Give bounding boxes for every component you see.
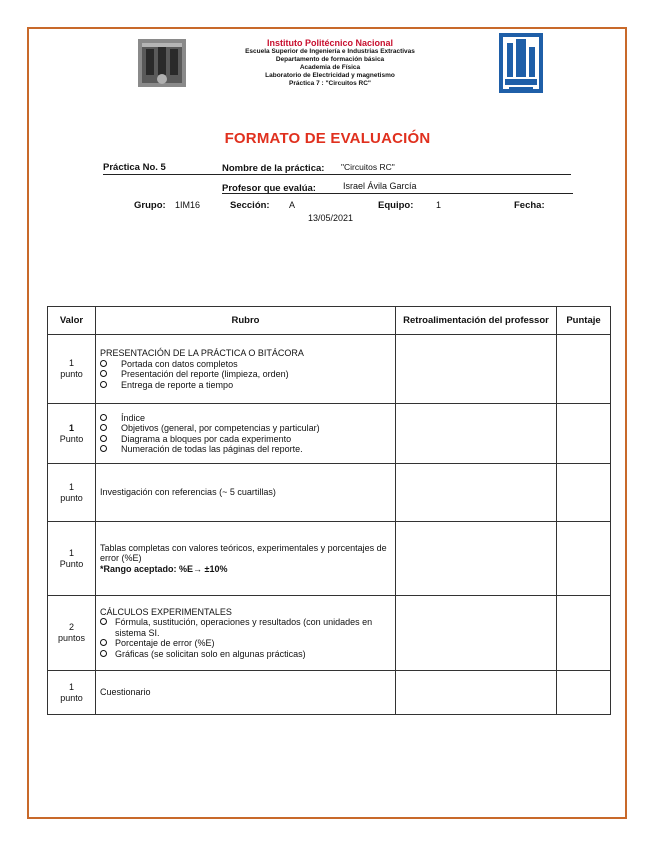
header-line-practice: Práctica 7 : "Circuitos RC" (288, 80, 372, 87)
practice-number: Práctica No. 5 (103, 162, 166, 173)
underline-1 (103, 174, 571, 175)
table-row (48, 596, 611, 671)
team-value: 1 (436, 200, 442, 210)
bullet-icon (100, 445, 107, 452)
header-retro: Retroalimentación del professor (396, 307, 557, 335)
professor-label: Profesor que evalúa: (222, 183, 316, 194)
valor-cell (48, 464, 96, 522)
score-cell[interactable] (557, 522, 611, 596)
rubro-cell (96, 464, 396, 522)
bullet-icon (100, 360, 107, 367)
rubro-cell (96, 596, 396, 671)
table-row (48, 522, 611, 596)
list-item: Fórmula, sustitución, operaciones y resultados (con unidades en sistema SI. (100, 617, 391, 638)
table-header-row (48, 307, 611, 335)
ipn-logo (136, 37, 188, 89)
rubro-text: Cuestionario (100, 687, 151, 698)
rubro-heading: PRESENTACIÓN DE LA PRÁCTICA O BITÁCORA (100, 348, 304, 358)
valor-unit: Punto (59, 433, 84, 444)
feedback-cell[interactable] (396, 671, 557, 715)
date-value: 13/05/2021 (308, 213, 354, 223)
bullet-icon (100, 424, 107, 431)
header-puntaje: Puntaje (557, 307, 611, 335)
list-item: Portada con datos completos (100, 359, 391, 370)
bullet-icon (100, 650, 107, 657)
rubro-text: Investigación con referencias (~ 5 cuartillas) (100, 487, 276, 498)
header-valor: Valor (48, 307, 96, 335)
table-row (48, 335, 611, 404)
score-cell[interactable] (557, 596, 611, 671)
rubro-cell (96, 335, 396, 404)
header-line-school: Escuela Superior de Ingeniería e Industrias Extractivas (245, 48, 415, 55)
valor-unit: Punto (59, 558, 84, 569)
valor-cell (48, 522, 96, 596)
rubro-cell (96, 671, 396, 715)
valor-cell (48, 596, 96, 671)
valor-number: 1 (68, 481, 74, 492)
rubro-heading: CÁLCULOS EXPERIMENTALES (100, 606, 232, 617)
valor-number: 1 (68, 358, 74, 368)
feedback-cell[interactable] (396, 404, 557, 464)
list-item: Gráficas (se solicitan solo en algunas prácticas) (100, 649, 391, 660)
practice-name-label: Nombre de la práctica: (222, 163, 325, 174)
valor-cell (48, 335, 96, 404)
list-item: Porcentaje de error (%E) (100, 638, 391, 649)
table-row (48, 404, 611, 464)
bullet-icon (100, 370, 107, 377)
valor-unit: punto (60, 492, 83, 503)
document-header (196, 38, 464, 88)
score-cell[interactable] (557, 404, 611, 464)
rubro-cell (96, 522, 396, 596)
valor-number: 1 (68, 681, 74, 692)
list-item: Índice (100, 413, 391, 424)
institution-name: Instituto Politécnico Nacional (266, 38, 393, 48)
rubro-text: Tablas completas con valores teóricos, experimentales y porcentajes de error (%E) (100, 542, 387, 564)
list-item: Entrega de reporte a tiempo (100, 380, 391, 391)
team-label: Equipo: (378, 200, 414, 211)
valor-number: 2 (68, 622, 74, 632)
evaluation-table (47, 306, 611, 715)
feedback-cell[interactable] (396, 464, 557, 522)
group-label: Grupo: (134, 200, 166, 211)
valor-unit: punto (60, 692, 83, 703)
date-label: Fecha: (514, 200, 545, 211)
bullet-icon (100, 618, 107, 625)
professor-value: Israel Ávila García (343, 181, 417, 191)
table-row (48, 671, 611, 715)
valor-unit: punto (60, 369, 83, 379)
header-line-department: Departamento de formación básica (275, 56, 385, 63)
header-line-academy: Academia de Física (299, 64, 361, 71)
score-cell[interactable] (557, 671, 611, 715)
table-row (48, 464, 611, 522)
group-value: 1IM16 (175, 200, 201, 210)
feedback-cell[interactable] (396, 335, 557, 404)
feedback-cell[interactable] (396, 522, 557, 596)
valor-unit: puntos (57, 633, 86, 643)
list-item: Numeración de todas las páginas del reporte. (100, 444, 391, 455)
esiqie-logo (499, 33, 543, 93)
section-label: Sección: (230, 200, 270, 211)
bullet-icon (100, 435, 107, 442)
list-item: Diagrama a bloques por cada experimento (100, 434, 391, 445)
valor-cell (48, 404, 96, 464)
score-cell[interactable] (557, 335, 611, 404)
section-value: A (289, 200, 296, 210)
bullet-icon (100, 639, 107, 646)
header-rubro: Rubro (96, 307, 396, 335)
feedback-cell[interactable] (396, 596, 557, 671)
valor-number: 1 (68, 547, 74, 558)
rubro-cell (96, 404, 396, 464)
bullet-icon (100, 414, 107, 421)
valor-number: 1 (68, 422, 74, 433)
list-item: Presentación del reporte (limpieza, orden) (100, 369, 391, 380)
bullet-icon (100, 381, 107, 388)
score-cell[interactable] (557, 464, 611, 522)
practice-name-value: "Circuitos RC" (341, 162, 395, 172)
accepted-range: *Rango aceptado: %E→ ±10% (100, 563, 228, 574)
underline-2 (222, 193, 573, 194)
page-title: FORMATO DE EVALUACIÓN (224, 130, 431, 147)
valor-cell (48, 671, 96, 715)
list-item: Objetivos (general, por competencias y particular) (100, 423, 391, 434)
header-line-lab: Laboratorio de Electricidad y magnetismo (265, 72, 395, 79)
